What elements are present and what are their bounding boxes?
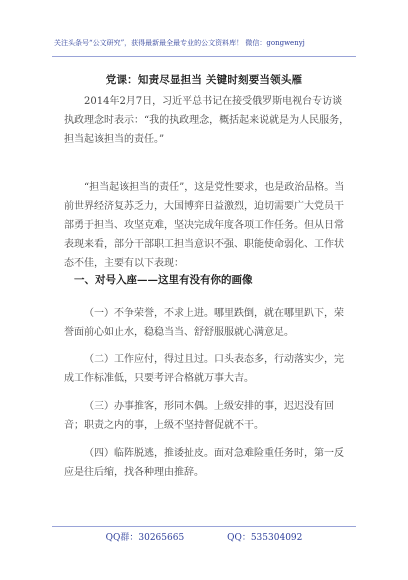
document-title: 党课：知责尽显担当 关键时刻要当领头雁 (105, 74, 303, 86)
list-item-4: （四）临阵脱逃，推诿扯皮。面对急难险重任务时，第一反应是往后缩，找各种理由推辞。 (64, 448, 344, 478)
list-item-1: （一）不争荣誉，不求上进。哪里跌倒，就在哪里趴下，荣誉面前心如止水，稳稳当当、舒舒服服就心满意足。 (64, 308, 344, 338)
header-note: 关注头条号“公文研究”，获得最新最全最专业的公文资料库！ 微信：gongwenyj (54, 39, 305, 47)
header-divider (52, 56, 356, 57)
paragraph-analysis: “担当起该担当的责任”，这是党性要求，也是政治品格。当前世界经济复苏乏力，大国博弈日益激烈，迫切需要广大党员干部勇于担当、攻坚克难，坚决完成年度各项工作任务。但从日常表现来看，部分干部职工担当意识不强、职能使命弱化、工作状态不佳，主要有以下表现： (64, 182, 345, 269)
list-item-3: （三）办事推客，形同木偶。上级安排的事，迟迟没有回音；职责之内的事，上级不坚持督促就不干。 (64, 401, 334, 431)
footer (0, 531, 408, 545)
footer-divider (52, 526, 356, 527)
footer-qq-group: QQ群：30265665 (105, 533, 185, 543)
paragraph-intro: 2014年2月7日，习近平总书记在接受俄罗斯电视台专访谈执政理念时表示：“我的执政理念，概括起来说就是为人民服务，担当起该担当的责任。” (64, 96, 350, 145)
footer-qq: QQ：535304092 (227, 533, 303, 543)
section-heading: 一、对号入座——这里有没有你的画像 (74, 274, 253, 286)
list-item-2: （二）工作应付，得过且过。口头表态多，行动落实少，完成工作标准低，只要考评合格就万事大吉。 (64, 354, 344, 384)
